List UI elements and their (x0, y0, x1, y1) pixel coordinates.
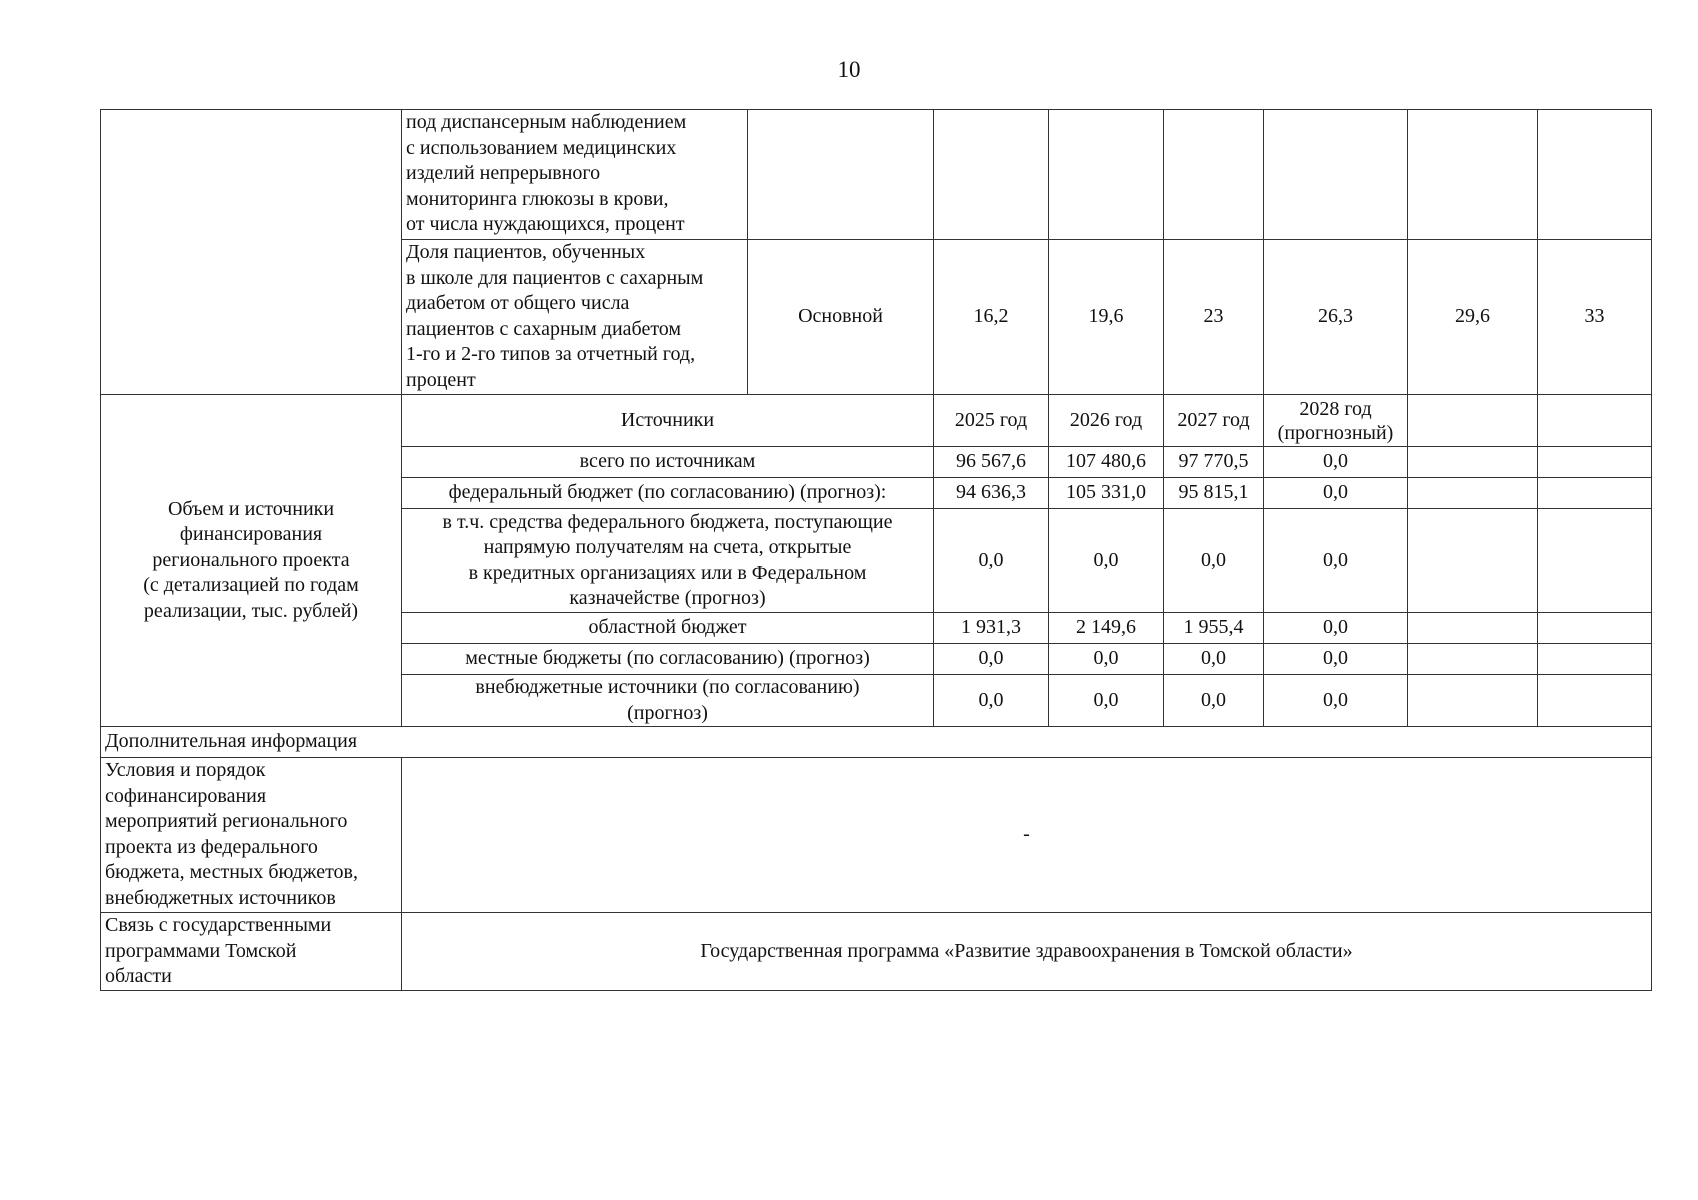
financing-value: 0,0 (1264, 644, 1408, 675)
sources-header: Источники (402, 395, 934, 447)
empty-cell (1538, 447, 1652, 478)
financing-value: 0,0 (1049, 509, 1164, 613)
financing-value: 1 955,4 (1164, 613, 1264, 644)
financing-value: 0,0 (1049, 644, 1164, 675)
financing-source-name: в т.ч. средства федерального бюджета, поступающие напрямую получателям на счета, открытые в кредитных организациях или в Федеральном казначействе (прогноз) (402, 509, 934, 613)
empty-cell (1408, 509, 1538, 613)
financing-value: 97 770,5 (1164, 447, 1264, 478)
empty-cell (1538, 478, 1652, 509)
indicator-type (748, 110, 934, 240)
financing-value: 94 636,3 (934, 478, 1049, 509)
indicator-value: 19,6 (1049, 240, 1164, 395)
cofinancing-value: - (402, 758, 1652, 913)
indicator-name: под диспансерным наблюдением с использованием медицинских изделий непрерывного мониторинга глюкозы в крови, от числа нуждающихся, процент (402, 110, 748, 240)
empty-cell (1408, 613, 1538, 644)
financing-value: 95 815,1 (1164, 478, 1264, 509)
empty-cell (1538, 509, 1652, 613)
empty-cell (1538, 644, 1652, 675)
financing-source-name: всего по источникам (402, 447, 934, 478)
indicator-type: Основной (748, 240, 934, 395)
financing-value: 0,0 (1264, 675, 1408, 727)
financing-value: 0,0 (1164, 509, 1264, 613)
empty-cell (1538, 395, 1652, 447)
financing-value: 2 149,6 (1049, 613, 1164, 644)
empty-cell (1538, 613, 1652, 644)
financing-label: Объем и источники финансирования регионального проекта (с детализацией по годам реализации, тыс. рублей) (101, 395, 402, 727)
year-header: 2028 год (прогнозный) (1264, 395, 1408, 447)
empty-cell (1408, 644, 1538, 675)
page-number: 10 (837, 57, 861, 82)
empty-cell (1408, 447, 1538, 478)
empty-label-cell (101, 110, 402, 395)
financing-source-name: федеральный бюджет (по согласованию) (прогноз): (402, 478, 934, 509)
indicator-value: 26,3 (1264, 240, 1408, 395)
programs-row (101, 913, 1652, 991)
financing-value: 1 931,3 (934, 613, 1049, 644)
financing-value: 0,0 (934, 509, 1049, 613)
financing-value: 0,0 (1264, 447, 1408, 478)
empty-cell (1408, 675, 1538, 727)
financing-source-name: областной бюджет (402, 613, 934, 644)
financing-value: 105 331,0 (1049, 478, 1164, 509)
additional-info-row (101, 727, 1652, 758)
empty-cell (1408, 478, 1538, 509)
financing-value: 0,0 (1264, 509, 1408, 613)
empty-cell (1538, 675, 1652, 727)
programs-label: Связь с государственными программами Томской области (101, 913, 402, 991)
financing-source-name: внебюджетные источники (по согласованию) (прогноз) (402, 675, 934, 727)
financing-value: 0,0 (1164, 644, 1264, 675)
year-header: 2025 год (934, 395, 1049, 447)
empty-cell (1408, 395, 1538, 447)
financing-value: 0,0 (1264, 613, 1408, 644)
programs-value: Государственная программа «Развитие здравоохранения в Томской области» (402, 913, 1652, 991)
financing-value: 0,0 (934, 644, 1049, 675)
financing-value: 107 480,6 (1049, 447, 1164, 478)
additional-info-title: Дополнительная информация (101, 727, 1652, 758)
indicator-value: 16,2 (934, 240, 1049, 395)
project-passport-table (100, 109, 1652, 991)
indicator-row (101, 110, 1652, 240)
indicator-value (1538, 110, 1652, 240)
indicator-value (1049, 110, 1164, 240)
year-header: 2027 год (1164, 395, 1264, 447)
cofinancing-row (101, 758, 1652, 913)
year-header: 2026 год (1049, 395, 1164, 447)
financing-value: 0,0 (1164, 675, 1264, 727)
indicator-value (1264, 110, 1408, 240)
financing-value: 0,0 (1049, 675, 1164, 727)
indicator-value: 23 (1164, 240, 1264, 395)
indicator-value: 29,6 (1408, 240, 1538, 395)
indicator-value (1164, 110, 1264, 240)
financing-value: 0,0 (1264, 478, 1408, 509)
indicator-value: 33 (1538, 240, 1652, 395)
financing-source-name: местные бюджеты (по согласованию) (прогноз) (402, 644, 934, 675)
financing-value: 96 567,6 (934, 447, 1049, 478)
cofinancing-label: Условия и порядок софинансирования мероприятий регионального проекта из федерального бюджета, местных бюджетов, внебюджетных источников (101, 758, 402, 913)
indicator-value (1408, 110, 1538, 240)
financing-value: 0,0 (934, 675, 1049, 727)
indicator-value (934, 110, 1049, 240)
financing-header-row (101, 395, 1652, 447)
indicator-name: Доля пациентов, обученных в школе для пациентов с сахарным диабетом от общего числа пациентов с сахарным диабетом 1-го и 2-го типов за отчетный год, процент (402, 240, 748, 395)
